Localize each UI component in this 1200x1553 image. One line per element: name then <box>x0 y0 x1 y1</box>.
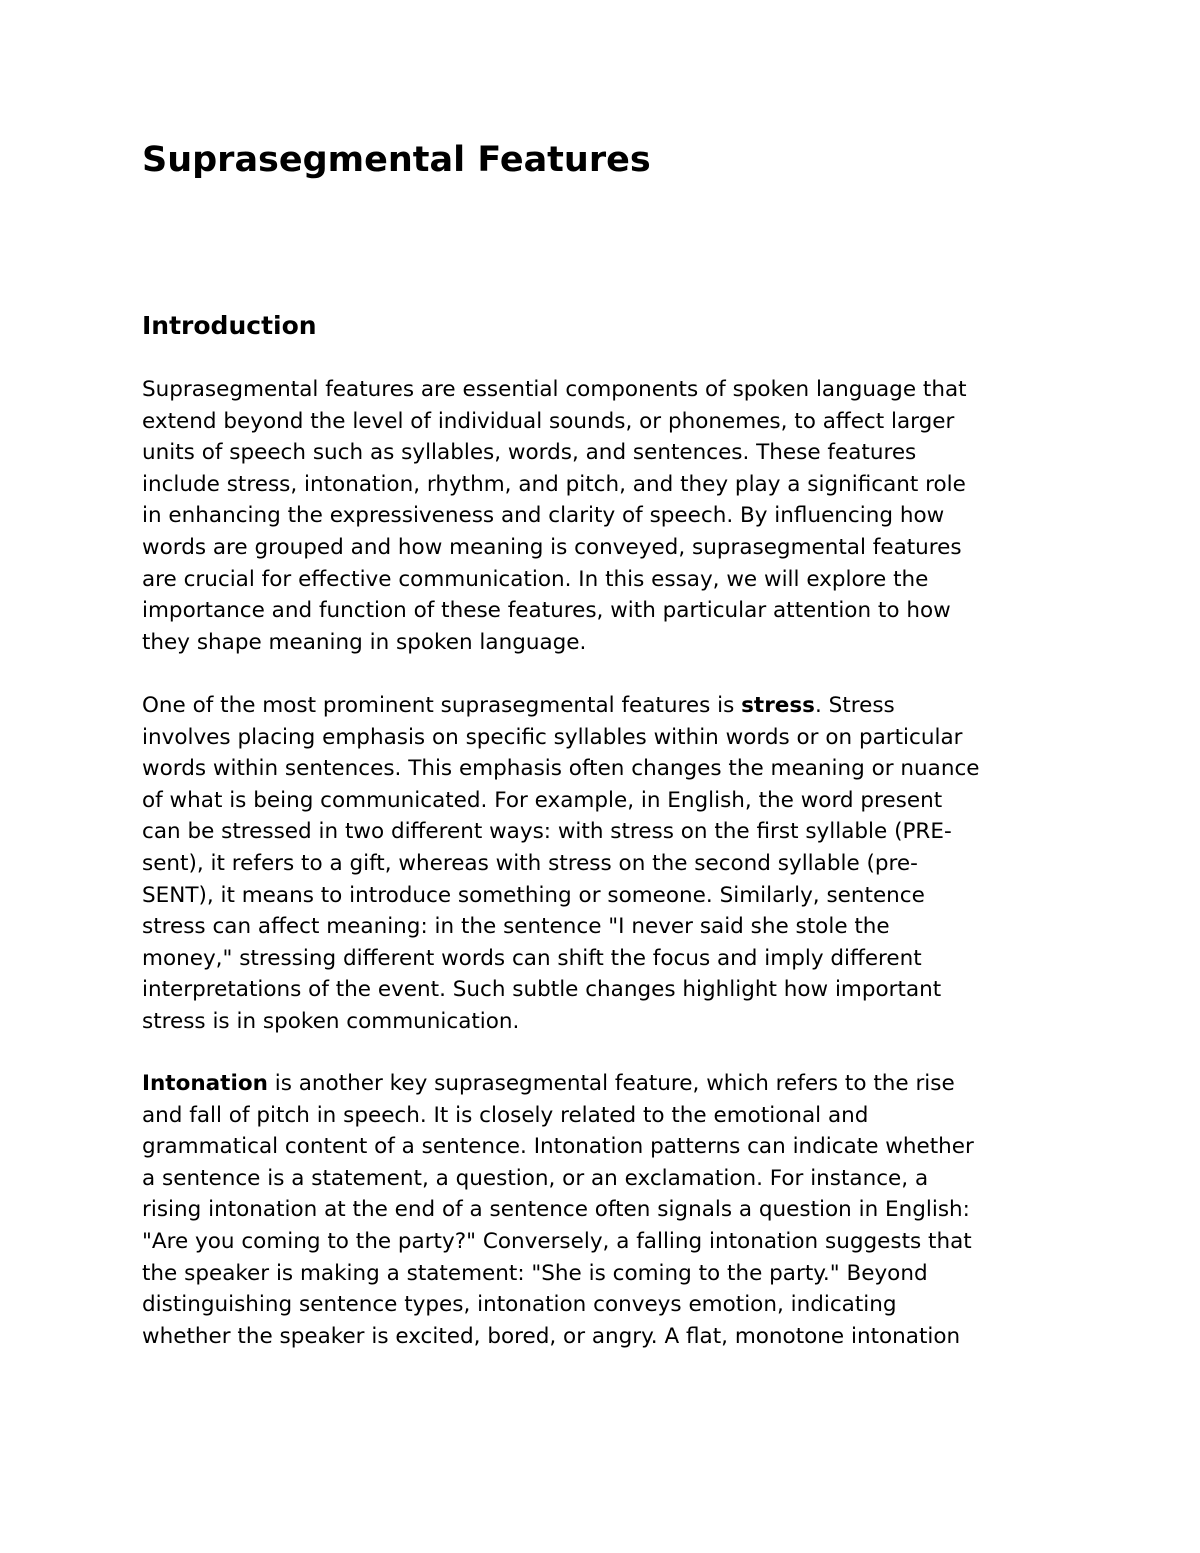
document-title: Suprasegmental Features <box>142 140 651 180</box>
paragraph-line: in enhancing the expressiveness and clarity of speech. By influencing how <box>142 503 945 529</box>
paragraph-line <box>142 690 980 722</box>
paragraph-text: . Stress <box>814 693 895 718</box>
paragraph-line: Suprasegmental features are essential components of spoken language that <box>142 377 967 402</box>
paragraph-line: rising intonation at the end of a sentence often signals a question in English: <box>142 1197 970 1223</box>
paragraph-line: are crucial for effective communication. In this essay, we will explore the <box>142 566 929 592</box>
section-heading-introduction: Introduction <box>142 311 317 340</box>
paragraph-line: money," stressing different words can shift the focus and imply different <box>142 945 922 971</box>
paragraph-line: stress is in spoken communication. <box>142 1008 520 1034</box>
paragraph-line: include stress, intonation, rhythm, and pitch, and they play a significant role <box>142 471 966 497</box>
bold-term-intonation: Intonation <box>142 1071 268 1096</box>
paragraph-line: whether the speaker is excited, bored, or angry. A flat, monotone intonation <box>142 1323 961 1349</box>
paragraph-line: "Are you coming to the party?" Conversely, a falling intonation suggests that <box>142 1228 972 1254</box>
paragraph-line: they shape meaning in spoken language. <box>142 629 587 655</box>
paragraph-line: distinguishing sentence types, intonation conveys emotion, indicating <box>142 1292 897 1318</box>
paragraph-line: of what is being communicated. For example, in English, the word present <box>142 787 943 813</box>
paragraph-line: involves placing emphasis on specific syllables within words or on particular <box>142 724 963 750</box>
paragraph-text: is another key suprasegmental feature, which refers to the rise <box>267 1071 955 1096</box>
paragraph-line <box>142 1068 974 1100</box>
paragraph-line: words within sentences. This emphasis often changes the meaning or nuance <box>142 756 980 782</box>
paragraph-line: units of speech such as syllables, words, and sentences. These features <box>142 440 917 466</box>
paragraph-line: can be stressed in two different ways: with stress on the first syllable (PRE- <box>142 819 952 845</box>
paragraph-line: grammatical content of a sentence. Intonation patterns can indicate whether <box>142 1134 974 1160</box>
paragraph-line: sent), it refers to a gift, whereas with stress on the second syllable (pre- <box>142 850 918 876</box>
paragraph-intonation <box>142 1068 974 1352</box>
paragraph-line: a sentence is a statement, a question, or an exclamation. For instance, a <box>142 1165 929 1191</box>
paragraph-line: interpretations of the event. Such subtle changes highlight how important <box>142 977 942 1003</box>
paragraph-line: and fall of pitch in speech. It is closely related to the emotional and <box>142 1102 869 1128</box>
paragraph-stress <box>142 690 980 1038</box>
paragraph-line: stress can affect meaning: in the sentence "I never said she stole the <box>142 914 890 940</box>
paragraph-line: the speaker is making a statement: "She is coming to the party." Beyond <box>142 1260 928 1286</box>
paragraph-line: words are grouped and how meaning is conveyed, suprasegmental features <box>142 534 962 560</box>
paragraph-line: importance and function of these features, with particular attention to how <box>142 598 951 624</box>
paragraph-text: One of the most prominent suprasegmental features is <box>142 693 742 718</box>
bold-term-stress: stress <box>741 693 815 718</box>
paragraph-line: extend beyond the level of individual sounds, or phonemes, to affect larger <box>142 408 955 434</box>
paragraph-introduction <box>142 374 967 658</box>
paragraph-line: SENT), it means to introduce something or someone. Similarly, sentence <box>142 882 925 908</box>
